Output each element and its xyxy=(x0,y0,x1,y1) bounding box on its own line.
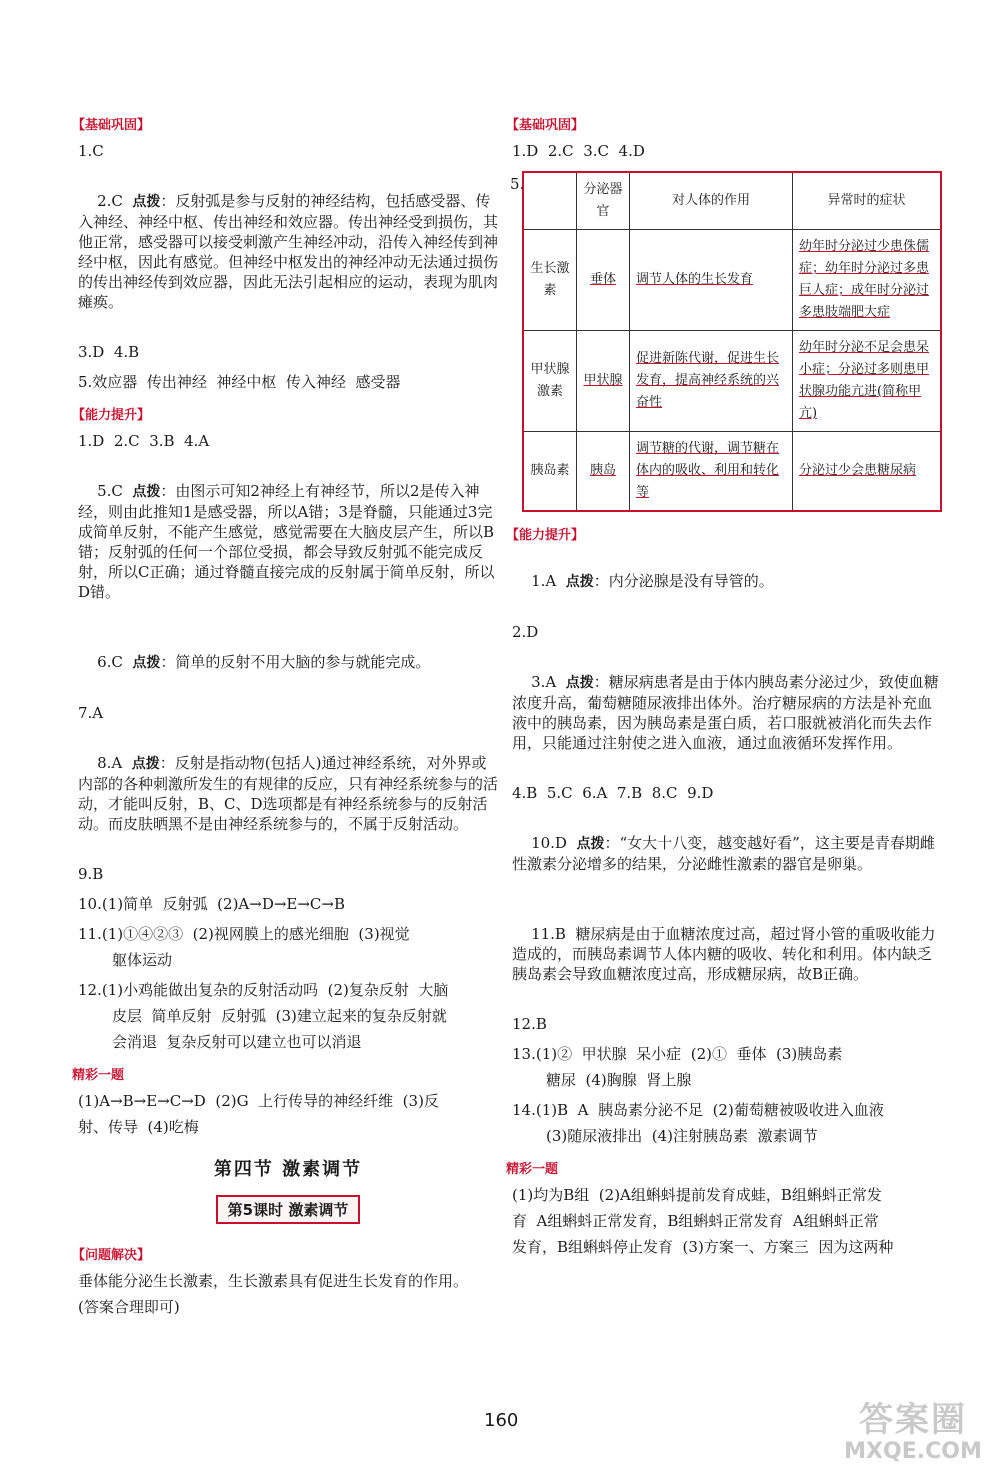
answer-line: 育 A组蝌蚪正常发育，B组蝌蚪正常发育 A组蝌蚪正常 xyxy=(512,1212,879,1230)
answer-line: (答案合理即可) xyxy=(78,1298,180,1316)
table-row xyxy=(523,331,941,432)
answer-line: 12.(1)小鸡能做出复杂的反射活动吗 (2)复杂反射 大脑 xyxy=(78,981,449,999)
table-cell: 幼年时分泌不足会患呆小症；分泌过多则患甲状腺功能亢进(简称甲亢) xyxy=(793,331,942,432)
answer-line: 1.A 点拨：内分泌腺是没有导管的。 xyxy=(531,572,774,590)
table-cell: 调节糖的代谢，调节糖在体内的吸收、利用和转化等 xyxy=(630,432,793,512)
watermark-logo xyxy=(838,1400,988,1470)
watermark-url: MXQE.COM xyxy=(844,1439,982,1464)
answer-line: 皮层 简单反射 反射弧 (3)建立起来的复杂反射就 xyxy=(112,1007,447,1025)
answer-line: 2.D xyxy=(512,623,539,641)
answer-line: 6.C 点拨：简单的反射不用大脑的参与就能完成。 xyxy=(97,653,431,671)
hint-label: 点拨 xyxy=(576,836,605,852)
answer-line: 10.(1)简单 反射弧 (2)A→D→E→C→B xyxy=(78,895,346,913)
table-row xyxy=(523,230,941,331)
answer-line: 14.(1)B A 胰岛素分泌不足 (2)葡萄糖被吸收进入血液 xyxy=(512,1101,884,1119)
answer-line: 发育，B组蝌蚪停止发育 (3)方案一、方案三 因为这两种 xyxy=(512,1238,894,1256)
table-question xyxy=(512,171,942,512)
question-number: 5. xyxy=(510,175,525,193)
section-tag-jingcai: 精彩一题 xyxy=(506,1162,559,1177)
section-tag-wenti: 【问题解决】 xyxy=(72,1248,151,1263)
answer-line: 2.C 点拨：反射弧是参与反射的神经结构，包括感受器、传入神经、神经中枢、传出神经和效应器。传出神经受到损伤，其他正常，感受器可以接受刺激产生神经冲动，沿传入神经传到神经中枢，因此有感觉。但神经中枢发出的神经冲动无法通过损伤的传出神经传到效应器，因此无法引起相应的运动，表现为肌肉瘫痪。 xyxy=(78,192,499,311)
answer-line: (3)随尿液排出 (4)注射胰岛素 激素调节 xyxy=(546,1127,818,1145)
hint-label: 点拨 xyxy=(131,756,160,772)
section-tag-jingcai: 精彩一题 xyxy=(72,1068,125,1083)
table-header-cell xyxy=(523,172,577,230)
answer-line: 3.D 4.B xyxy=(78,343,140,361)
section-tag-jichu: 【基础巩固】 xyxy=(72,118,151,133)
hint-label: 点拨 xyxy=(565,675,594,691)
table-cell: 甲状腺 xyxy=(577,331,630,432)
table-header-cell: 分泌器官 xyxy=(577,172,630,230)
answer-line: 1.C xyxy=(78,142,104,160)
lesson-title-wrap xyxy=(78,1195,498,1224)
right-column xyxy=(506,112,942,1267)
section-tag-nengli: 【能力提升】 xyxy=(72,408,151,423)
table-cell: 生长激素 xyxy=(523,230,577,331)
answer-line: (1)均为B组 (2)A组蝌蚪提前发育成蛙，B组蝌蚪正常发 xyxy=(512,1186,882,1204)
answer-line: 4.B 5.C 6.A 7.B 8.C 9.D xyxy=(512,784,714,802)
answer-line: 1.D 2.C 3.B 4.A xyxy=(78,432,210,450)
watermark-text: 答案圈 xyxy=(859,1400,967,1440)
table-cell: 胰岛 xyxy=(577,432,630,512)
answer-line: 13.(1)② 甲状腺 呆小症 (2)① 垂体 (3)胰岛素 xyxy=(512,1045,843,1063)
answer-line: 垂体能分泌生长激素，生长激素具有促进生长发育的作用。 xyxy=(78,1272,469,1290)
hint-label: 点拨 xyxy=(132,484,161,500)
hint-label: 点拨 xyxy=(565,574,594,590)
table-cell: 分泌过少会患糖尿病 xyxy=(793,432,942,512)
answer-line: 5.效应器 传出神经 神经中枢 传入神经 感受器 xyxy=(78,373,401,391)
answer-line: 7.A xyxy=(78,704,104,722)
table-row xyxy=(523,432,941,512)
table-cell: 胰岛素 xyxy=(523,432,577,512)
section-tag-jichu: 【基础巩固】 xyxy=(506,118,585,133)
table-header-cell: 对人体的作用 xyxy=(630,172,793,230)
section-tag-nengli: 【能力提升】 xyxy=(506,528,585,543)
answer-line: 躯体运动 xyxy=(112,951,173,969)
section-title: 第四节 激素调节 xyxy=(213,1159,363,1180)
table-header-row xyxy=(523,172,941,230)
answer-line: 8.A 点拨：反射是指动物(包括人)通过神经系统，对外界或内部的各种刺激所发生的有规律的反应，只有神经系统参与的活动，才能叫反射，B、C、D选项都是有神经系统参与的反射活动。而皮肤晒黑不是由神经系统参与的，不属于反射活动。 xyxy=(78,754,499,833)
table-cell: 调节人体的生长发育 xyxy=(630,230,793,331)
table-header-cell: 异常时的症状 xyxy=(793,172,942,230)
answer-line: (1)A→B→E→C→D (2)G 上行传导的神经纤维 (3)反 xyxy=(78,1092,439,1110)
table-cell: 垂体 xyxy=(577,230,630,331)
table-cell: 甲状腺激素 xyxy=(523,331,577,432)
left-column xyxy=(72,112,499,1327)
answer-line: 10.D 点拨：“女大十八变，越变越好看”，这主要是青春期雌性激素分泌增多的结果，分泌雌性激素的器官是卵巢。 xyxy=(512,834,935,873)
answer-line: 9.B xyxy=(78,865,104,883)
hormone-table xyxy=(522,171,942,512)
answer-line: 3.A 点拨：糖尿病患者是由于体内胰岛素分泌过少，致使血糖浓度升高，葡萄糖随尿液排出体外。治疗糖尿病的方法是补充血液中的胰岛素，因为胰岛素是蛋白质，若口服就被消化而失去作用，只能通过注射使之进入血液，通过血液循环发挥作用。 xyxy=(512,673,939,752)
answer-line: 1.D 2.C 3.C 4.D xyxy=(512,142,645,160)
hint-label: 点拨 xyxy=(132,194,161,210)
answer-line: 12.B xyxy=(512,1015,547,1033)
table-cell: 幼年时分泌过少患侏儒症；幼年时分泌过多患巨人症；成年时分泌过多患肢端肥大症 xyxy=(793,230,942,331)
answer-line: 会消退 复杂反射可以建立也可以消退 xyxy=(112,1033,362,1051)
lesson-title: 第5课时 激素调节 xyxy=(216,1195,361,1224)
page-number: 160 xyxy=(484,1410,519,1431)
hint-label: 点拨 xyxy=(132,655,161,671)
answer-line: 11.(1)①④②③ (2)视网膜上的感光细胞 (3)视觉 xyxy=(78,925,410,943)
answer-line: 糖尿 (4)胸腺 肾上腺 xyxy=(546,1071,692,1089)
table-cell: 促进新陈代谢，促进生长发育，提高神经系统的兴奋性 xyxy=(630,331,793,432)
answer-line: 射、传导 (4)吃梅 xyxy=(78,1118,199,1136)
answer-line: 11.B 糖尿病是由于血糖浓度过高，超过肾小管的重吸收能力造成的，而胰岛素调节人体内糖的吸收、转化和利用。体内缺乏胰岛素会导致血糖浓度过高，形成糖尿病，故B正确。 xyxy=(512,925,936,983)
answer-line: 5.C 点拨：由图示可知2神经上有神经节，所以2是传入神经，则由此推知1是感受器，所以A错；3是脊髓，只能通过3完成简单反射，不能产生感觉，感觉需要在大脑皮层产生，所以B错；反射弧的任何一个部位受损，都会导致反射弧不能完成反射，所以C正确；通过脊髓直接完成的反射属于简单反射，所以D错。 xyxy=(78,482,495,601)
